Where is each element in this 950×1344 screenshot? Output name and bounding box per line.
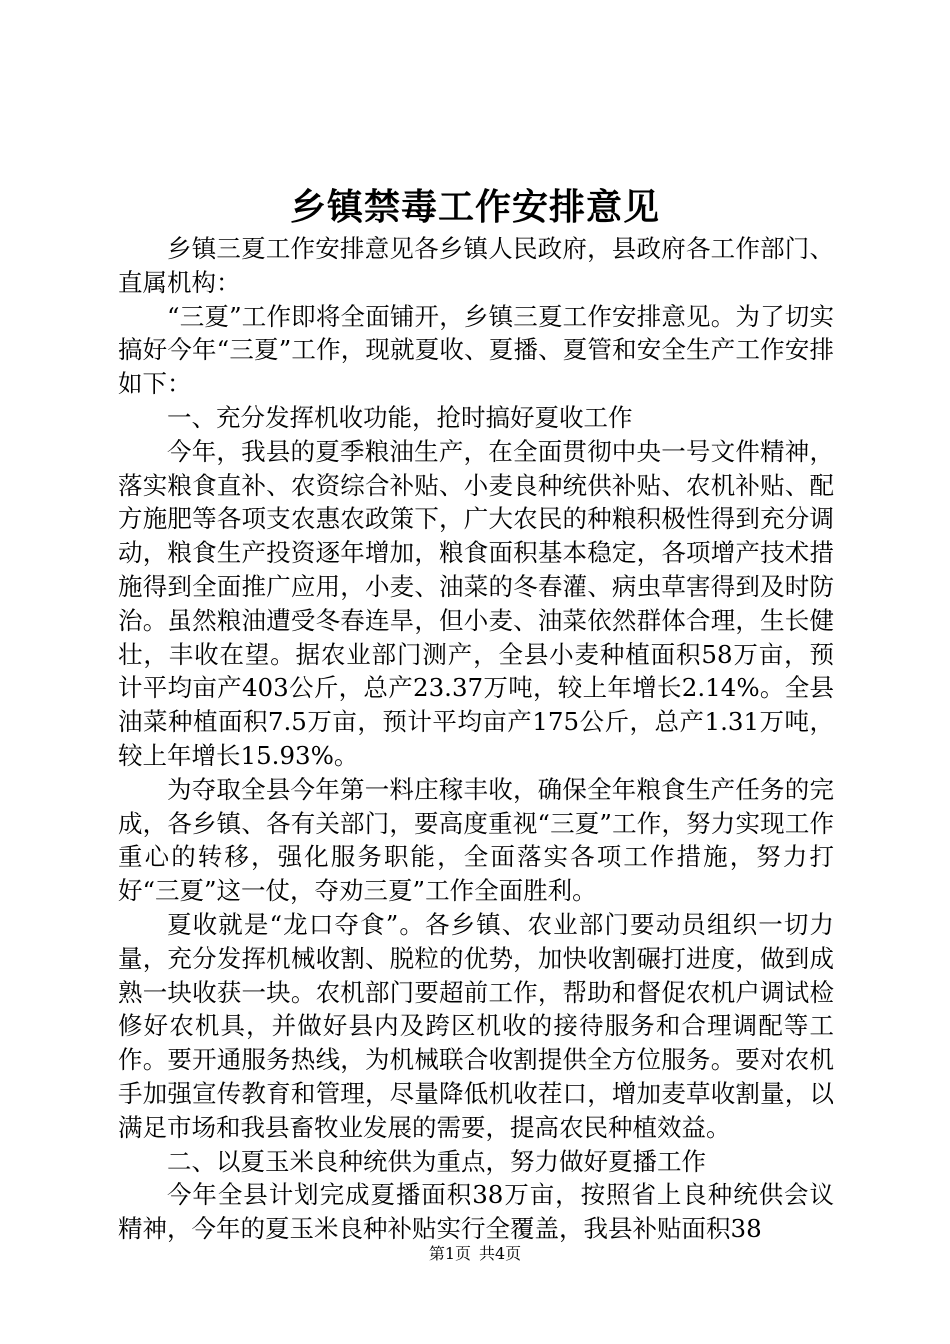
paragraph-salutation: 乡镇三夏工作安排意见各乡镇人民政府，县政府各工作部门、直属机构： [118,234,834,297]
document-title: 乡镇禁毒工作安排意见 [289,187,660,228]
page-footer [0,1244,950,1264]
page-total: 共4页 [479,1244,522,1263]
paragraph-harvest-status: 今年，我县的夏季粮油生产，在全面贯彻中央一号文件精神，落实粮食直补、农资综合补贴、小麦良种统供补贴、农机补贴、配方施肥等各项支农惠农政策下，广大农民的种粮积极性得到充分调动，粮食生产投资逐年增加，粮食面积基本稳定，各项增产技术措施得到全面推广应用，小麦、油菜的冬春灌、病虫草害得到及时防治。虽然粮油遭受冬春连旱，但小麦、油菜依然群体合理，生长健壮，丰收在望。据农业部门测产，全县小麦种植面积58万亩，预计平均亩产403公斤，总产23.37万吨，较上年增长2.14%。全县油菜种植面积7.5万亩，预计平均亩产175公斤，总产1.31万吨，较上年增长15.93%。 [118,436,834,770]
section-heading-2: 二、以夏玉米良种统供为重点，努力做好夏播工作 [167,1146,706,1176]
paragraph-sowing-plan: 今年全县计划完成夏播面积38万亩，按照省上良种统供会议精神，今年的夏玉米良种补贴实行全覆盖，我县补贴面积38 [118,1180,834,1244]
document-body [118,232,834,1246]
section-heading-1: 一、充分发挥机收功能，抢时搞好夏收工作 [167,402,633,432]
page-number: 第1页 [428,1244,471,1263]
paragraph-intro: “三夏”工作即将全面铺开，乡镇三夏工作安排意见。为了切实搞好今年“三夏”工作，现就夏收、夏播、夏管和安全生产工作安排如下： [118,301,834,399]
paragraph-harvest-goal: 为夺取全县今年第一料庄稼丰收，确保全年粮食生产任务的完成，各乡镇、各有关部门，要高度重视“三夏”工作，努力实现工作重心的转移，强化服务职能，全面落实各项工作措施，努力打好“三夏”这一仗，夺劝三夏”工作全面胜利。 [118,774,834,906]
paragraph-harvest-measures: 夏收就是“龙口夺食”。各乡镇、农业部门要动员组织一切力量，充分发挥机械收割、脱粒的优势，加快收割碾打进度，做到成熟一块收获一块。农机部门要超前工作，帮助和督促农机户调试检修好农机具，并做好县内及跨区机收的接待服务和合理调配等工作。要开通服务热线，为机械联合收割提供全方位服务。要对农机手加强宣传教育和管理，尽量降低机收茬口，增加麦草收割量，以满足市场和我县畜牧业发展的需要，提高农民种植效益。 [118,909,834,1142]
